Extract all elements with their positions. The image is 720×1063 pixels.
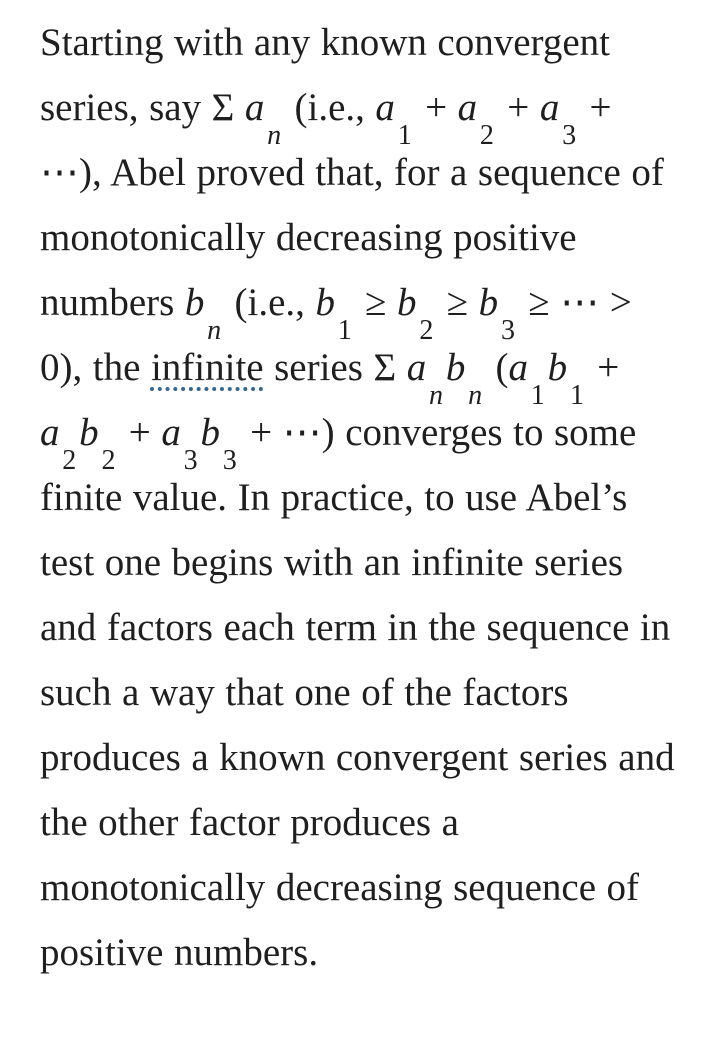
math-subscript: 3: [183, 444, 198, 476]
math-subscript: 3: [562, 119, 577, 151]
math-subscript: 3: [500, 314, 515, 346]
math-subscript: 2: [62, 444, 77, 476]
paragraph-text: +: [496, 86, 540, 129]
paragraph-text: ≥: [354, 281, 398, 324]
paragraph-text: ≥: [436, 281, 479, 324]
math-subscript: n: [267, 119, 282, 151]
paragraph-text: (i.e.,: [223, 281, 316, 324]
paragraph-text: (i.e.,: [283, 86, 376, 129]
math-variable: a: [457, 86, 478, 129]
paragraph-text: +: [586, 346, 620, 389]
math-variable: b: [478, 281, 499, 324]
math-variable: b: [79, 411, 99, 454]
math-subscript: n: [428, 379, 444, 411]
paragraph-text: (: [484, 346, 509, 389]
math-variable: b: [397, 281, 417, 324]
math-variable: b: [315, 281, 335, 324]
math-subscript: 2: [101, 444, 116, 476]
math-subscript: 2: [479, 119, 494, 151]
math-subscript: n: [468, 379, 483, 411]
paragraph-text: Starting with any known convergent series, say Σ: [40, 21, 610, 129]
math-variable: a: [40, 411, 60, 454]
term-link-infinite[interactable]: infinite: [150, 346, 264, 389]
math-subscript: 1: [569, 379, 584, 411]
math-variable: a: [244, 86, 265, 129]
math-subscript: 3: [222, 444, 237, 476]
math-variable: a: [161, 411, 181, 454]
math-variable: a: [539, 86, 560, 129]
article-paragraph: [40, 10, 680, 985]
paragraph-text: + ⋯), Abel proved that, for a sequence of monotonically decreasing positive numbers: [40, 86, 664, 324]
math-variable: b: [445, 346, 466, 389]
math-subscript: n: [207, 314, 222, 346]
math-subscript: 1: [530, 379, 545, 411]
math-variable: b: [200, 411, 220, 454]
math-variable: a: [406, 346, 427, 389]
math-subscript: 1: [397, 119, 412, 151]
paragraph-text: +: [118, 411, 162, 454]
math-subscript: 2: [419, 314, 434, 346]
paragraph-text: series Σ: [263, 346, 407, 389]
paragraph-text: + ⋯) converges to some finite value. In practice, to use Abel’s test one begins with an infinite series and factors each term in the sequence in such a way that one of the factors produces a known convergent series and the other factor produces a monotonically decreasing sequence of positive numbers.: [40, 411, 675, 974]
math-variable: a: [375, 86, 395, 129]
paragraph-text: +: [414, 86, 458, 129]
math-variable: b: [184, 281, 205, 324]
math-variable: b: [547, 346, 568, 389]
math-subscript: 1: [337, 314, 352, 346]
math-variable: a: [508, 346, 528, 389]
paragraph-text: ≥ ⋯ > 0), the: [40, 281, 632, 389]
